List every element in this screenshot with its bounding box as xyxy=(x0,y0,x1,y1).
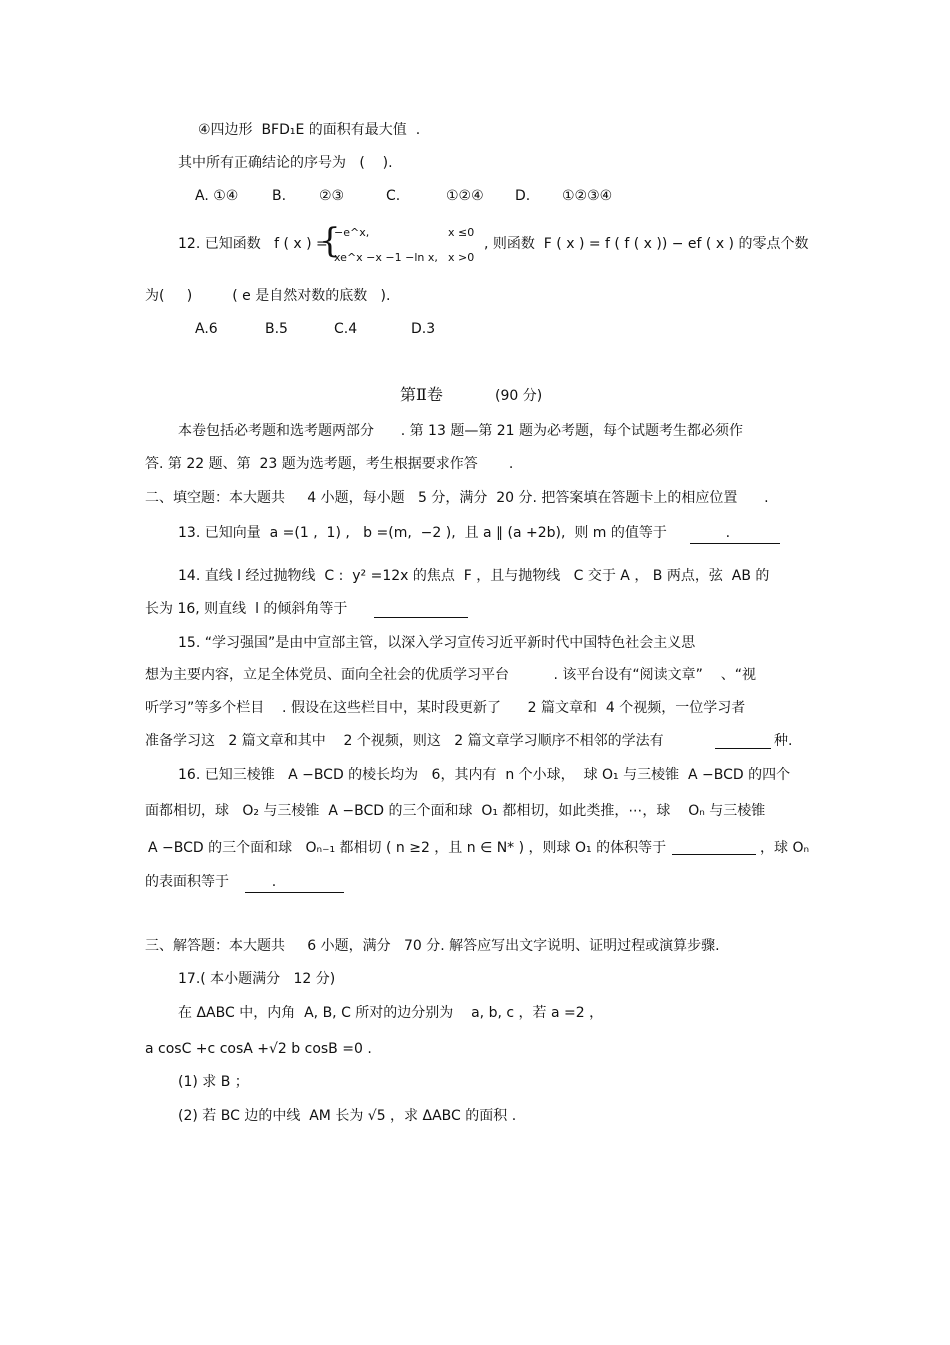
q12-option-d: D.3 xyxy=(411,321,436,337)
q12-lead: 12. 已知函数 f ( x ) = xyxy=(178,236,328,252)
q11-option-b: B. xyxy=(272,188,287,204)
section-intro-2: 答. 第 22 题、第 23 题为选考题，考生根据要求作答 . xyxy=(145,456,514,472)
q12-option-c: C.4 xyxy=(334,321,358,337)
q11-option-c: C. xyxy=(386,188,401,204)
q11-option-d: D. xyxy=(515,188,531,204)
q12-case2-cond: x >0 xyxy=(448,251,475,264)
q13-answer-blank: . xyxy=(690,523,780,544)
section-intro-1: 本卷包括必考题和选考题两部分 . 第 13 题—第 21 题为必考题，每个试题考生都必须作 xyxy=(178,423,744,439)
q15-line1: 15. “学习强国”是由中宣部主管，以深入学习宣传习近平新时代中国特色社会主义思 xyxy=(178,635,696,651)
q12-option-b: B.5 xyxy=(265,321,288,337)
q15-answer-blank xyxy=(715,748,771,749)
q12-tail: , 则函数 F ( x ) = f ( f ( x )) − ef ( x ) 的零点个数 xyxy=(484,236,809,252)
q12-case2-expr: xe^x −x −1 −ln x, xyxy=(334,251,438,264)
q12-option-a: A.6 xyxy=(195,321,218,337)
section-score: (90 分) xyxy=(495,388,543,404)
q17-title: 17.( 本小题满分 12 分) xyxy=(178,971,336,987)
q14-line1: 14. 直线 l 经过抛物线 C : y² =12x 的焦点 F ，且与抛物线 C 交于 A ， B 两点，弦 AB 的 xyxy=(178,568,770,584)
q17-part1: (1) 求 B ； xyxy=(178,1074,249,1090)
q14-answer-blank xyxy=(374,617,468,618)
section-title: 第Ⅱ卷 xyxy=(400,385,443,404)
piecewise-brace: { xyxy=(319,221,341,261)
q12-line2: 为( ) ( e 是自然对数的底数 ). xyxy=(145,288,391,304)
q17-line2: a cosC +c cosA +√2 b cosB =0 . xyxy=(145,1041,372,1057)
q12-case1-cond: x ≤0 xyxy=(448,226,475,239)
q16-line1: 16. 已知三棱锥 A −BCD 的棱长均为 6，其内有 n 个小球， 球 O₁ 与三棱锥 A −BCD 的四个 xyxy=(178,767,791,783)
q11-item4: ④四边形 BFD₁E 的面积有最大值 . xyxy=(198,122,421,138)
q17-line1: 在 ΔABC 中，内角 A, B, C 所对的边分别为 a, b, c ，若 a =2 ， xyxy=(178,1005,604,1021)
q13-text: 13. 已知向量 a =(1 , 1) , b =(m, −2 ), 且 a ∥ (a +2b), 则 m 的值等于 xyxy=(178,525,667,541)
q15-line3: 听学习”等多个栏目 . 假设在这些栏目中，某时段更新了 2 篇文章和 4 个视频，一位学习者 xyxy=(145,700,746,716)
q16-area-blank: . xyxy=(245,872,344,893)
q16-volume-blank xyxy=(672,854,756,855)
q16-line4: 的表面积等于 xyxy=(145,874,229,890)
fill-heading: 二、填空题：本大题共 4 小题，每小题 5 分，满分 20 分. 把答案填在答题卡上的相应位置 . xyxy=(145,490,769,506)
q11-option-c-text: ①②④ xyxy=(446,188,484,204)
q14-line2: 长为 16, 则直线 l 的倾斜角等于 xyxy=(145,601,348,617)
q15-end: 种. xyxy=(774,733,793,749)
q15-line4: 准备学习这 2 篇文章和其中 2 个视频，则这 2 篇文章学习顺序不相邻的学法有 xyxy=(145,733,664,749)
q11-option-a: A. ①④ xyxy=(195,188,239,204)
q17-part2: (2) 若 BC 边的中线 AM 长为 √5 ，求 ΔABC 的面积 . xyxy=(178,1108,517,1124)
q16-line2: 面都相切，球 O₂ 与三棱锥 A −BCD 的三个面和球 O₁ 都相切，如此类推，⋯，球 Oₙ 与三棱锥 xyxy=(145,803,766,819)
q11-stem: 其中所有正确结论的序号为 ( ). xyxy=(178,155,393,171)
q11-option-b-text: ②③ xyxy=(319,188,345,204)
solve-heading: 三、解答题：本大题共 6 小题，满分 70 分. 解答应写出文字说明、证明过程或演算步骤. xyxy=(145,938,720,954)
q16-line3-tail: ，球 Oₙ xyxy=(760,840,810,856)
q11-option-d-text: ①②③④ xyxy=(562,188,613,204)
q16-line3: A −BCD 的三个面和球 Oₙ₋₁ 都相切 ( n ≥2 ，且 n ∈ N* ) ，则球 O₁ 的体积等于 xyxy=(148,840,667,856)
q15-line2: 想为主要内容，立足全体党员、面向全社会的优质学习平台 . 该平台设有“阅读文章” 、“视 xyxy=(145,667,756,683)
q12-case1-expr: −e^x, xyxy=(334,226,370,239)
